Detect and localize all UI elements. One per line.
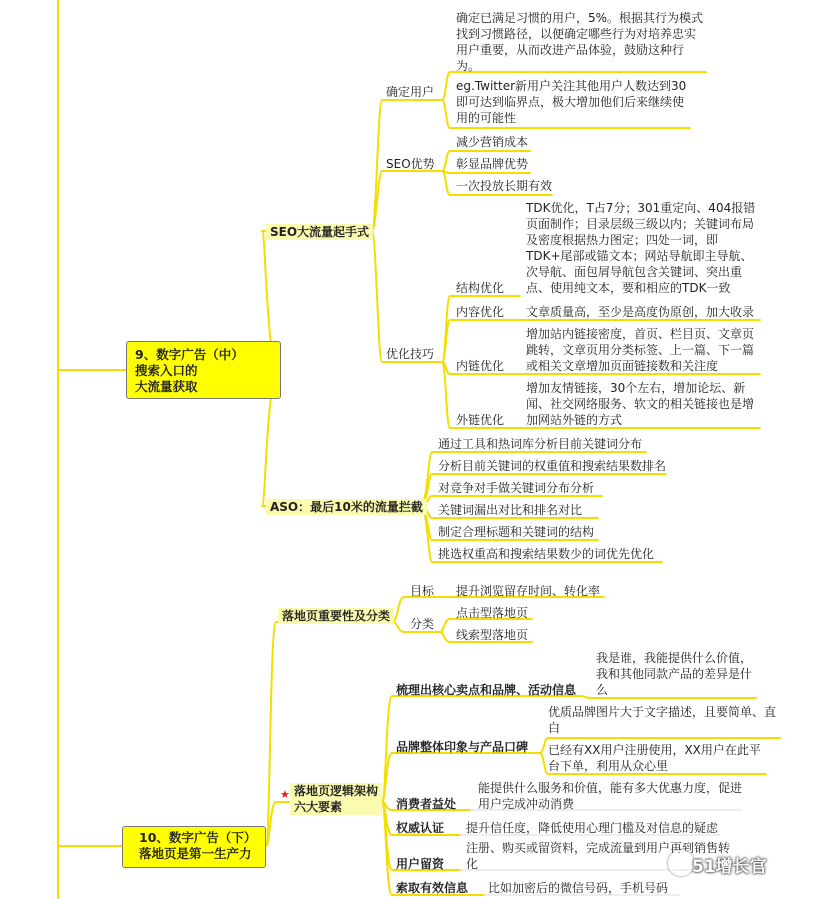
node-seo-advantages[interactable]: SEO优势	[386, 157, 435, 171]
tech-structure-text: TDK优化，T占7分；301重定向、404报错页面制作；目录层级三级以内；关键词布局及密度根据热力图定；四处一词，即TDK+尾部或锚文本；网站导航即主导航、次导航、面包屑导航包含关键词、突出重点、使用纯文本，要和相应的TDK一致	[526, 201, 756, 295]
element-user-leads[interactable]: 用户留资	[396, 857, 445, 871]
aso-item-2: 分析目前关键词的权重值和搜索结果数排名	[438, 459, 667, 473]
aso-item-5: 制定合理标题和关键词的结构	[438, 525, 595, 539]
note-user-leads: 注册、购买或留资料，完成流量到用户再到销售转化	[466, 841, 731, 871]
tech-content-text: 文章质量高，至少是高度伪原创，加大收录	[526, 305, 755, 319]
tech-external-label[interactable]: 外链优化	[456, 413, 505, 427]
aso-item-3: 对竞争对手做关键词分布分析	[438, 481, 595, 495]
topic-box-section-10[interactable]: 10、数字广告（下） 落地页是第一生产力	[122, 826, 266, 868]
type-click-landing: 点击型落地页	[456, 606, 529, 620]
branch-landing-importance[interactable]: 落地页重要性及分类	[278, 608, 394, 624]
star-icon: ★	[280, 788, 290, 801]
aso-item-1: 通过工具和热词库分析目前关键词分布	[438, 437, 643, 451]
aso-item-4: 关键词漏出对比和排名对比	[438, 503, 583, 517]
item-seo-advantage-2: 彰显品牌优势	[456, 157, 529, 171]
tech-content-label[interactable]: 内容优化	[456, 305, 505, 319]
element-core-selling[interactable]: 梳理出核心卖点和品牌、活动信息	[396, 683, 577, 697]
watermark-logo-icon	[668, 850, 694, 876]
node-confirm-users[interactable]: 确定用户	[386, 85, 435, 99]
watermark: 51增长官	[692, 857, 767, 877]
note-confirm-users-2: eg.Twitter新用户关注其他用户人数达到30即可达到临界点，极大增加他们后来继续使用的可能性	[456, 79, 687, 125]
element-brand-impression[interactable]: 品牌整体印象与产品口碑	[396, 740, 529, 754]
type-lead-landing: 线索型落地页	[456, 628, 529, 642]
note-authority: 提升信任度，降低使用心理门槛及对信息的疑虑	[466, 821, 719, 835]
tech-structure-label[interactable]: 结构优化	[456, 281, 505, 295]
note-valid-info: 比如加密后的微信号码，手机号码	[488, 881, 669, 895]
tech-external-text: 增加友情链接，30个左右，增加论坛、新闻、社交网络服务、软文的相关链接也是增加网站外链的方式	[526, 381, 755, 427]
note-brand-1: 优质品牌图片大于文字描述，且要简单、直白	[548, 705, 777, 735]
note-core-selling: 我是谁，我能提供什么价值，我和其他同款产品的差异是什么	[596, 651, 753, 697]
node-goal[interactable]: 目标	[410, 584, 435, 598]
item-seo-advantage-3: 一次投放长期有效	[456, 179, 553, 193]
element-consumer-benefit[interactable]: 消费者益处	[396, 797, 457, 811]
node-types[interactable]: 分类	[410, 617, 435, 631]
branch-aso[interactable]: ASO：最后10米的流量拦截	[266, 499, 427, 515]
topic-box-section-9[interactable]: 9、数字广告（中） 搜索入口的 大流量获取	[126, 341, 281, 399]
element-authority[interactable]: 权威认证	[396, 821, 445, 835]
branch-seo[interactable]: SEO大流量起手式	[266, 224, 373, 240]
note-confirm-users-1: 确定已满足习惯的用户，5%。根据其行为模式找到习惯路径，以便确定哪些行为对培养忠实用户重要，从而改进产品体验，鼓励这种行为。	[456, 11, 704, 73]
node-techniques[interactable]: 优化技巧	[386, 347, 435, 361]
aso-item-6: 挑选权重高和搜索结果数少的词优先优化	[438, 547, 655, 561]
element-valid-info[interactable]: 索取有效信息	[396, 881, 469, 895]
branch-landing-logic[interactable]: 落地页逻辑架构 六大要素	[290, 783, 382, 815]
note-brand-2: 已经有XX用户注册使用，XX用户在此平台下单，利用从众心里	[548, 743, 761, 773]
item-seo-advantage-1: 减少营销成本	[456, 135, 529, 149]
tech-internal-label[interactable]: 内链优化	[456, 359, 505, 373]
note-benefit: 能提供什么服务和价值，能有多大优惠力度，促进用户完成冲动消费	[478, 781, 743, 811]
tech-internal-text: 增加站内链接密度，首页、栏目页、文章页跳转，文章页用分类标签、上一篇、下一篇或相关文章增加页面链接数和关注度	[526, 327, 755, 373]
goal-text: 提升浏览留存时间、转化率	[456, 584, 601, 598]
